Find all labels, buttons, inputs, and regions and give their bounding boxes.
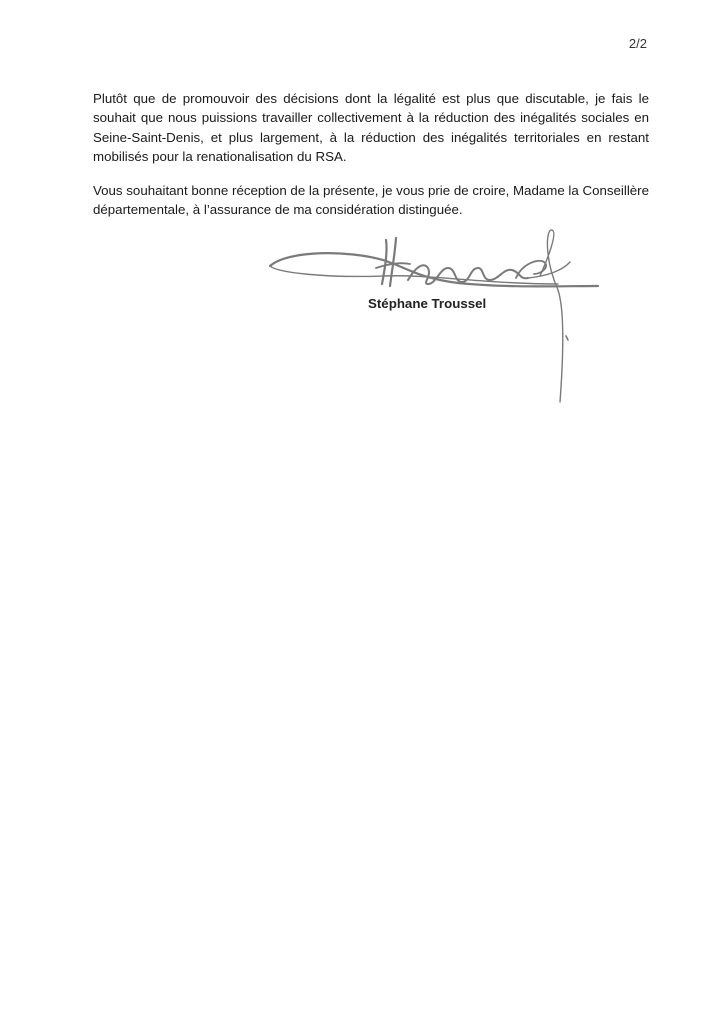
page-number: 2/2 <box>628 36 647 51</box>
closing-paragraph-2: Vous souhaitant bonne réception de la présente, je vous prie de croire, Madame la Conseillère départementale, à l’assurance de ma considération distinguée. <box>93 183 649 218</box>
handwritten-signature <box>258 228 618 408</box>
signatory-name: Stéphane Troussel <box>368 296 487 311</box>
closing-paragraph-1: Plutôt que de promouvoir des décisions dont la légalité est plus que discutable, je fais le souhait que nous puissions travailler collectivement à la réduction des inégalités sociales en Seine-Saint-Denis, et plus largement, à la réduction des inégalités territoriales en restant mobilisés pour la renationalisation du RSA. <box>93 91 649 164</box>
signature-block <box>258 228 618 408</box>
